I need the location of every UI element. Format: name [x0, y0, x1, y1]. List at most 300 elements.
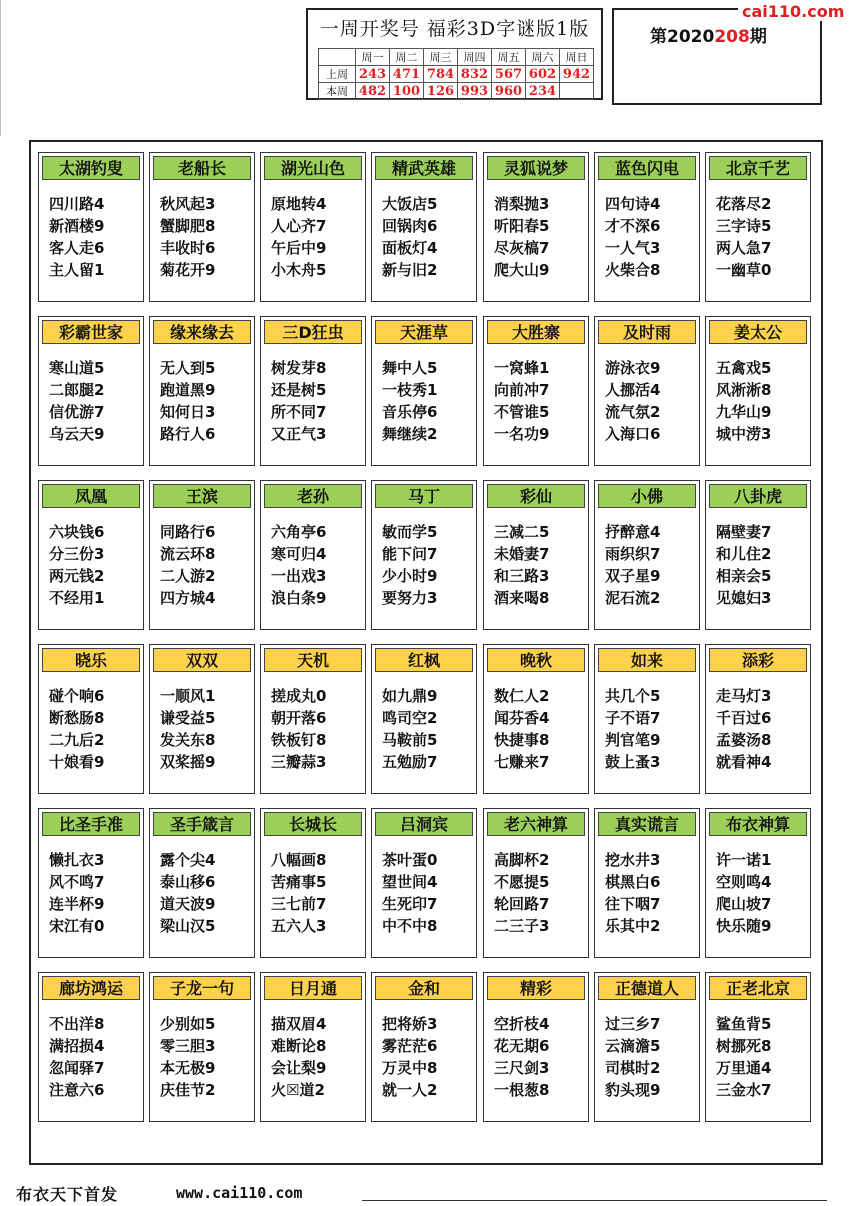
row-label: 本周: [319, 83, 356, 100]
riddle-line: 消梨抛3: [494, 195, 550, 213]
card-title: 及时雨: [598, 320, 696, 344]
riddle-line: 原地转4: [271, 195, 327, 213]
riddle-line: 铁板钉8: [271, 731, 327, 749]
riddle-line: 少别如5: [160, 1015, 216, 1033]
riddle-line: 碰个响6: [49, 687, 105, 705]
riddle-line: 和儿住2: [716, 545, 772, 563]
riddle-line: 听阳春5: [494, 217, 550, 235]
card-body: [605, 685, 697, 773]
issue-prefix: 第2020: [650, 27, 715, 47]
card-body: [382, 849, 474, 937]
card-body: [49, 685, 141, 773]
riddle-line: 又正气3: [271, 425, 327, 443]
riddle-line: 菊花开9: [160, 261, 216, 279]
riddle-line: 主人留1: [49, 261, 105, 279]
riddle-line: 流气氛2: [605, 403, 661, 421]
riddle-line: 三金水7: [716, 1081, 772, 1099]
riddle-line: 蟹脚肥8: [160, 217, 216, 235]
riddle-line: 不出洋8: [49, 1015, 105, 1033]
card-body: [605, 521, 697, 609]
card-title: 日月通: [264, 976, 362, 1000]
riddle-line: 苦痛事5: [271, 873, 327, 891]
riddle-card: [705, 972, 811, 1122]
card-body: [605, 357, 697, 445]
card-body: [160, 357, 252, 445]
riddle-card: [260, 152, 366, 302]
riddle-card: [149, 480, 255, 630]
card-title: 如来: [598, 648, 696, 672]
card-title: 八卦虎: [709, 484, 807, 508]
card-body: [494, 193, 586, 281]
card-body: [271, 1013, 363, 1101]
riddle-line: 无人到5: [160, 359, 216, 377]
riddle-line: 树挪死8: [716, 1037, 772, 1055]
riddle-line: 九华山9: [716, 403, 772, 421]
riddle-line: 就一人2: [382, 1081, 438, 1099]
riddle-line: 要努力3: [382, 589, 438, 607]
riddle-line: 五六人3: [271, 917, 327, 935]
riddle-line: 难断论8: [271, 1037, 327, 1055]
riddle-line: 才不深6: [605, 217, 661, 235]
riddle-line: 知何日3: [160, 403, 216, 421]
card-body: [382, 193, 474, 281]
draw-number: 942: [560, 66, 594, 83]
riddle-line: 朝开落6: [271, 709, 327, 727]
riddle-card: [594, 480, 700, 630]
riddle-line: 望世间4: [382, 873, 438, 891]
card-title: 蓝色闪电: [598, 156, 696, 180]
card-title: 缘来缘去: [153, 320, 251, 344]
card-body: [49, 193, 141, 281]
draw-number: [560, 83, 594, 100]
riddle-line: 秋风起3: [160, 195, 216, 213]
card-body: [716, 849, 808, 937]
riddle-line: 子不语7: [605, 709, 661, 727]
riddle-line: 面板灯4: [382, 239, 438, 257]
card-title: 马丁: [375, 484, 473, 508]
draw-number: 602: [526, 66, 560, 83]
riddle-card: [483, 808, 589, 958]
riddle-line: 茶叶蛋0: [382, 851, 438, 869]
card-body: [382, 1013, 474, 1101]
card-title: 湖光山色: [264, 156, 362, 180]
riddle-line: 分三份3: [49, 545, 105, 563]
draw-number: 100: [390, 83, 424, 100]
card-body: [605, 1013, 697, 1101]
riddle-line: 露个尖4: [160, 851, 216, 869]
card-title: 晚秋: [487, 648, 585, 672]
riddle-line: 走马灯3: [716, 687, 772, 705]
riddle-line: 六块钱6: [49, 523, 105, 541]
riddle-card: [483, 152, 589, 302]
riddle-line: 五勉励7: [382, 753, 438, 771]
riddle-line: 双子星9: [605, 567, 661, 585]
riddle-card: [149, 808, 255, 958]
riddle-line: 风不鸣7: [49, 873, 105, 891]
riddle-line: 舞继续2: [382, 425, 438, 443]
riddle-line: 三字诗5: [716, 217, 772, 235]
card-title: 正老北京: [709, 976, 807, 1000]
draw-number: 993: [458, 83, 492, 100]
riddle-card: [38, 316, 144, 466]
riddle-line: 相亲会5: [716, 567, 772, 585]
riddle-line: 懒扎衣3: [49, 851, 105, 869]
card-body: [160, 193, 252, 281]
draw-number: 234: [526, 83, 560, 100]
card-body: [160, 685, 252, 773]
riddle-line: 梁山汉5: [160, 917, 216, 935]
riddle-line: 向前冲7: [494, 381, 550, 399]
riddle-line: 五禽戏5: [716, 359, 772, 377]
row-label: 上周: [319, 66, 356, 83]
card-title: 老六神算: [487, 812, 585, 836]
draw-number: 482: [356, 83, 390, 100]
card-body: [49, 1013, 141, 1101]
card-body: [271, 193, 363, 281]
riddle-line: 会让梨9: [271, 1059, 327, 1077]
riddle-line: 爬大山9: [494, 261, 550, 279]
riddle-line: 浪白条9: [271, 589, 327, 607]
draw-number: 567: [492, 66, 526, 83]
card-body: [160, 1013, 252, 1101]
card-body: [382, 521, 474, 609]
draw-number: 832: [458, 66, 492, 83]
footer-divider: [362, 1200, 827, 1201]
riddle-line: 挖水井3: [605, 851, 661, 869]
riddle-line: 宋江有0: [49, 917, 105, 935]
riddle-card: [705, 808, 811, 958]
card-title: 大胜寨: [487, 320, 585, 344]
riddle-card: [483, 972, 589, 1122]
riddle-line: 寒山道5: [49, 359, 105, 377]
riddle-line: 乐其中2: [605, 917, 661, 935]
riddle-line: 路行人6: [160, 425, 216, 443]
riddle-card: [38, 480, 144, 630]
card-body: [716, 1013, 808, 1101]
riddle-line: 抒醉意4: [605, 523, 661, 541]
riddle-line: 同路行6: [160, 523, 216, 541]
riddle-line: 二郎腿2: [49, 381, 105, 399]
riddle-line: 酒来喝8: [494, 589, 550, 607]
riddle-card: [260, 316, 366, 466]
card-title: 双双: [153, 648, 251, 672]
riddle-card: [149, 644, 255, 794]
riddle-line: 见媳妇3: [716, 589, 772, 607]
card-body: [494, 521, 586, 609]
riddle-line: 还是树5: [271, 381, 327, 399]
riddle-line: 谦受益5: [160, 709, 216, 727]
page-edge-line: [0, 0, 1, 136]
card-title: 真实谎言: [598, 812, 696, 836]
riddle-line: 鸣司空2: [382, 709, 438, 727]
riddle-line: 隔壁妻7: [716, 523, 772, 541]
riddle-card: [38, 152, 144, 302]
riddle-line: 树发芽8: [271, 359, 327, 377]
riddle-line: 人挪活4: [605, 381, 661, 399]
riddle-line: 城中涝3: [716, 425, 772, 443]
riddle-line: 三瓣蒜3: [271, 753, 327, 771]
riddle-line: 快捷事8: [494, 731, 550, 749]
card-body: [382, 357, 474, 445]
riddle-line: 四方城4: [160, 589, 216, 607]
riddle-line: 就看神4: [716, 753, 772, 771]
riddle-line: 火☒道2: [271, 1081, 325, 1099]
card-body: [494, 685, 586, 773]
riddle-line: 爬山坡7: [716, 895, 772, 913]
riddle-line: 孟婆汤8: [716, 731, 772, 749]
riddle-line: 搓成丸0: [271, 687, 327, 705]
riddle-line: 入海口6: [605, 425, 661, 443]
riddle-line: 四川路4: [49, 195, 105, 213]
riddle-line: 许一诺1: [716, 851, 772, 869]
riddle-line: 新与旧2: [382, 261, 438, 279]
issue-panel: [612, 8, 822, 105]
card-body: [160, 849, 252, 937]
riddle-line: 游泳衣9: [605, 359, 661, 377]
riddle-line: 花无期6: [494, 1037, 550, 1055]
riddle-card: [705, 480, 811, 630]
card-body: [605, 193, 697, 281]
riddle-line: 人心齐7: [271, 217, 327, 235]
card-title: 三D狂虫: [264, 320, 362, 344]
riddle-card: [149, 152, 255, 302]
riddle-card: [38, 808, 144, 958]
riddle-line: 一幽草0: [716, 261, 772, 279]
riddle-line: 生死印7: [382, 895, 438, 913]
footer-slogan: 布衣天下首发: [16, 1185, 119, 1204]
riddle-card: [483, 480, 589, 630]
riddle-card: [260, 644, 366, 794]
card-title: 红枫: [375, 648, 473, 672]
riddle-card: [149, 316, 255, 466]
riddle-line: 空则鸣4: [716, 873, 772, 891]
card-title: 金和: [375, 976, 473, 1000]
card-title: 太湖钓叟: [42, 156, 140, 180]
card-title: 彩仙: [487, 484, 585, 508]
card-title: 廊坊鸿运: [42, 976, 140, 1000]
riddle-card: [483, 644, 589, 794]
draw-number: 126: [424, 83, 458, 100]
riddle-line: 午后中9: [271, 239, 327, 257]
card-body: [494, 357, 586, 445]
riddle-card: [371, 972, 477, 1122]
riddle-line: 二三子3: [494, 917, 550, 935]
riddle-line: 泰山移6: [160, 873, 216, 891]
riddle-line: 万里通4: [716, 1059, 772, 1077]
riddle-line: 鼓上蚤3: [605, 753, 661, 771]
riddle-card: [594, 152, 700, 302]
riddle-line: 快乐随9: [716, 917, 772, 935]
draw-number: 960: [492, 83, 526, 100]
riddle-line: 一窝蜂1: [494, 359, 550, 377]
riddle-line: 客人走6: [49, 239, 105, 257]
card-title: 正德道人: [598, 976, 696, 1000]
riddle-line: 把将娇3: [382, 1015, 438, 1033]
riddle-line: 信优游7: [49, 403, 105, 421]
card-body: [49, 849, 141, 937]
card-body: [605, 849, 697, 937]
riddle-card: [483, 316, 589, 466]
riddle-line: 少小时9: [382, 567, 438, 585]
riddle-card: [38, 644, 144, 794]
riddle-card: [594, 644, 700, 794]
issue-number: [650, 22, 767, 47]
card-body: [716, 193, 808, 281]
riddle-line: 棋黑白6: [605, 873, 661, 891]
card-title: 王滨: [153, 484, 251, 508]
card-title: 小佛: [598, 484, 696, 508]
card-body: [271, 357, 363, 445]
card-title: 精武英雄: [375, 156, 473, 180]
riddle-line: 新酒楼9: [49, 217, 105, 235]
riddle-card: [38, 972, 144, 1122]
riddle-line: 两元钱2: [49, 567, 105, 585]
riddle-line: 中不中8: [382, 917, 438, 935]
riddle-line: 空折枝4: [494, 1015, 550, 1033]
riddle-line: 尽灰槁7: [494, 239, 550, 257]
card-title: 比圣手准: [42, 812, 140, 836]
riddle-card: [149, 972, 255, 1122]
riddle-line: 过三乡7: [605, 1015, 661, 1033]
card-body: [160, 521, 252, 609]
riddle-line: 发关东8: [160, 731, 216, 749]
riddle-card: [371, 808, 477, 958]
weekly-draw-table: [318, 48, 594, 100]
card-title: 子龙一句: [153, 976, 251, 1000]
card-body: [382, 685, 474, 773]
riddle-line: 丰收时6: [160, 239, 216, 257]
riddle-line: 不管谁5: [494, 403, 550, 421]
card-body: [49, 521, 141, 609]
card-title: 吕洞宾: [375, 812, 473, 836]
last-week-row: [319, 66, 594, 83]
riddle-line: 寒可归4: [271, 545, 327, 563]
riddle-line: 跑道黑9: [160, 381, 216, 399]
card-title: 长城长: [264, 812, 362, 836]
riddle-line: 闻芬香4: [494, 709, 550, 727]
riddle-line: 连半杯9: [49, 895, 105, 913]
riddle-line: 豹头现9: [605, 1081, 661, 1099]
card-title: 灵狐说梦: [487, 156, 585, 180]
riddle-line: 和三路3: [494, 567, 550, 585]
draw-number: 243: [356, 66, 390, 83]
riddle-line: 能下问7: [382, 545, 438, 563]
riddle-line: 雾茫茫6: [382, 1037, 438, 1055]
riddle-line: 三减二5: [494, 523, 550, 541]
weekday-label: 周三: [424, 49, 458, 66]
riddle-line: 本无极9: [160, 1059, 216, 1077]
riddle-line: 二九后2: [49, 731, 105, 749]
card-body: [271, 521, 363, 609]
card-title: 老船长: [153, 156, 251, 180]
riddle-line: 万灵中8: [382, 1059, 438, 1077]
card-title: 姜太公: [709, 320, 807, 344]
card-body: [716, 357, 808, 445]
riddle-line: 一出戏3: [271, 567, 327, 585]
riddle-line: 不愿提5: [494, 873, 550, 891]
riddle-line: 大饭店5: [382, 195, 438, 213]
riddle-line: 判官笔9: [605, 731, 661, 749]
riddle-line: 注意六6: [49, 1081, 105, 1099]
card-body: [494, 849, 586, 937]
footer-url[interactable]: www.cai110.com: [176, 1184, 303, 1202]
riddle-line: 千百过6: [716, 709, 772, 727]
riddle-line: 一顺风1: [160, 687, 216, 705]
riddle-card: [594, 808, 700, 958]
riddle-line: 一人气3: [605, 239, 661, 257]
weekday-label: 周日: [560, 49, 594, 66]
riddle-line: 舞中人5: [382, 359, 438, 377]
riddle-line: 一名功9: [494, 425, 550, 443]
riddle-line: 一根葱8: [494, 1081, 550, 1099]
riddle-line: 双桨摇9: [160, 753, 216, 771]
riddle-line: 三七前7: [271, 895, 327, 913]
weekday-label: 周二: [390, 49, 424, 66]
card-title: 凤凰: [42, 484, 140, 508]
riddle-line: 共几个5: [605, 687, 661, 705]
card-title: 晓乐: [42, 648, 140, 672]
riddle-line: 小木舟5: [271, 261, 327, 279]
riddle-line: 敏而学5: [382, 523, 438, 541]
draw-number: 784: [424, 66, 458, 83]
riddle-line: 马鞍前5: [382, 731, 438, 749]
riddle-line: 未婚妻7: [494, 545, 550, 563]
corner-cell: [319, 49, 356, 66]
weekly-draw-title: 一周开奖号 福彩3D字谜版1版: [319, 18, 590, 40]
riddle-card: [260, 808, 366, 958]
riddle-line: 描双眉4: [271, 1015, 327, 1033]
riddle-line: 轮回路7: [494, 895, 550, 913]
riddle-line: 雨织织7: [605, 545, 661, 563]
riddle-line: 道天波9: [160, 895, 216, 913]
site-watermark: cai110.com: [738, 2, 848, 21]
card-title: 天机: [264, 648, 362, 672]
card-title: 布衣神算: [709, 812, 807, 836]
riddle-line: 音乐停6: [382, 403, 438, 421]
riddle-line: 云滴澹5: [605, 1037, 661, 1055]
riddle-line: 如九鼎9: [382, 687, 438, 705]
riddle-card: [371, 480, 477, 630]
riddle-line: 断愁肠8: [49, 709, 105, 727]
riddle-line: 两人急7: [716, 239, 772, 257]
card-body: [271, 685, 363, 773]
weekday-label: 周五: [492, 49, 526, 66]
card-body: [494, 1013, 586, 1101]
draw-number: 471: [390, 66, 424, 83]
card-title: 精彩: [487, 976, 585, 1000]
riddle-card: [260, 972, 366, 1122]
riddle-card: [260, 480, 366, 630]
riddle-line: 一枝秀1: [382, 381, 438, 399]
card-body: [716, 685, 808, 773]
card-title: 圣手箴言: [153, 812, 251, 836]
riddle-card: [705, 644, 811, 794]
card-body: [716, 521, 808, 609]
riddle-line: 忽闻驿7: [49, 1059, 105, 1077]
riddle-line: 八幅画8: [271, 851, 327, 869]
riddle-line: 司棋时2: [605, 1059, 661, 1077]
riddle-line: 鲨鱼背5: [716, 1015, 772, 1033]
riddle-line: 二人游2: [160, 567, 216, 585]
riddle-line: 六角亭6: [271, 523, 327, 541]
riddle-line: 流云环8: [160, 545, 216, 563]
card-title: 老孙: [264, 484, 362, 508]
weekday-label: 周六: [526, 49, 560, 66]
riddle-card: [594, 972, 700, 1122]
riddle-line: 往下咽7: [605, 895, 661, 913]
riddle-card: [371, 316, 477, 466]
riddle-line: 不经用1: [49, 589, 105, 607]
